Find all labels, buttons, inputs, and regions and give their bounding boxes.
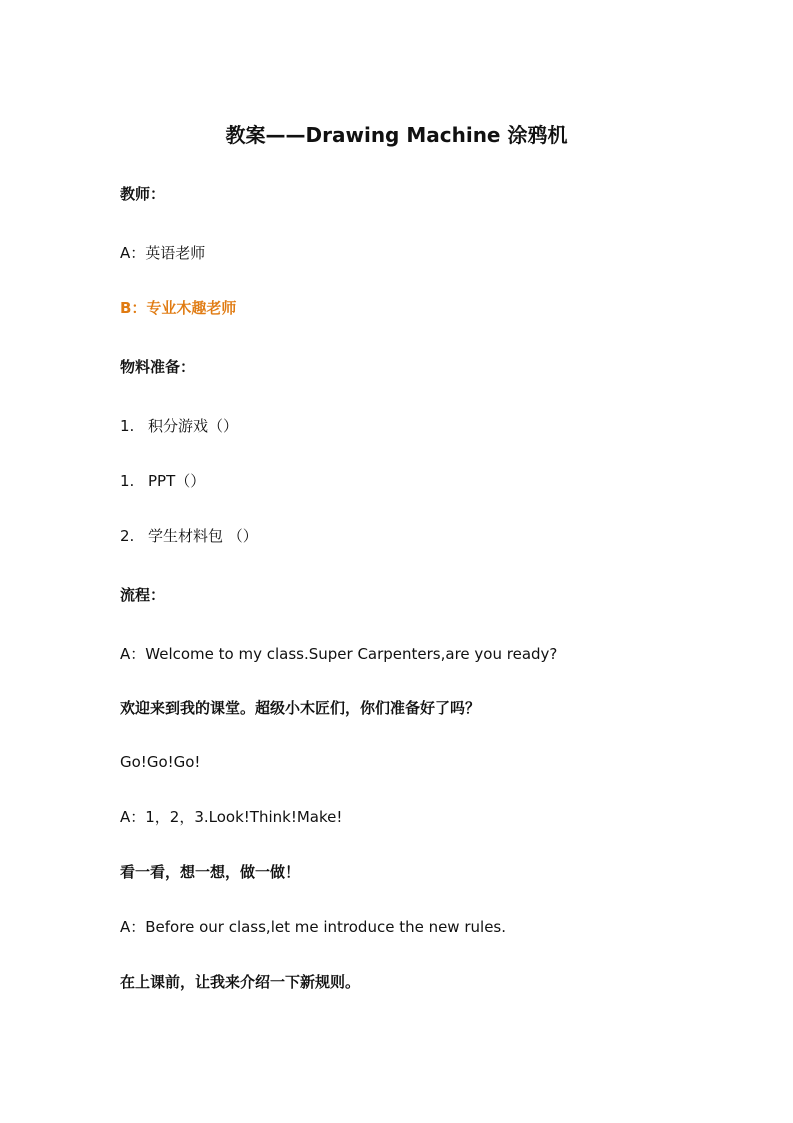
dialogue-line: 看一看，想一想，做一做！	[120, 863, 301, 881]
teacher-heading: 教师：	[120, 185, 166, 203]
list-number: 1.	[120, 417, 135, 435]
dialogue-line: 在上课前，让我来介绍一下新规则。	[120, 973, 361, 991]
materials-item	[120, 471, 205, 491]
dialogue-line: A：Welcome to my class.Super Carpenters,are you ready?	[120, 645, 558, 663]
teacher-b: B：专业木趣老师	[120, 299, 237, 317]
list-text: 学生材料包 （）	[148, 527, 258, 545]
process-heading: 流程：	[120, 586, 166, 604]
materials-item	[120, 526, 258, 546]
list-text: 积分游戏（）	[148, 417, 239, 435]
document-title: 教案——Drawing Machine 涂鸦机	[225, 123, 568, 147]
materials-item	[120, 416, 238, 436]
teacher-a: A：英语老师	[120, 244, 206, 262]
dialogue-line: 欢迎来到我的课堂。超级小木匠们，你们准备好了吗？	[120, 699, 481, 717]
materials-heading: 物料准备：	[120, 358, 196, 376]
list-number: 1.	[120, 472, 135, 490]
dialogue-line: A：Before our class,let me introduce the new rules.	[120, 918, 507, 936]
list-text: PPT（）	[148, 472, 206, 490]
dialogue-line: Go!Go!Go!	[120, 753, 201, 771]
dialogue-line: A：1，2，3.Look!Think!Make!	[120, 808, 343, 826]
list-number: 2.	[120, 527, 135, 545]
